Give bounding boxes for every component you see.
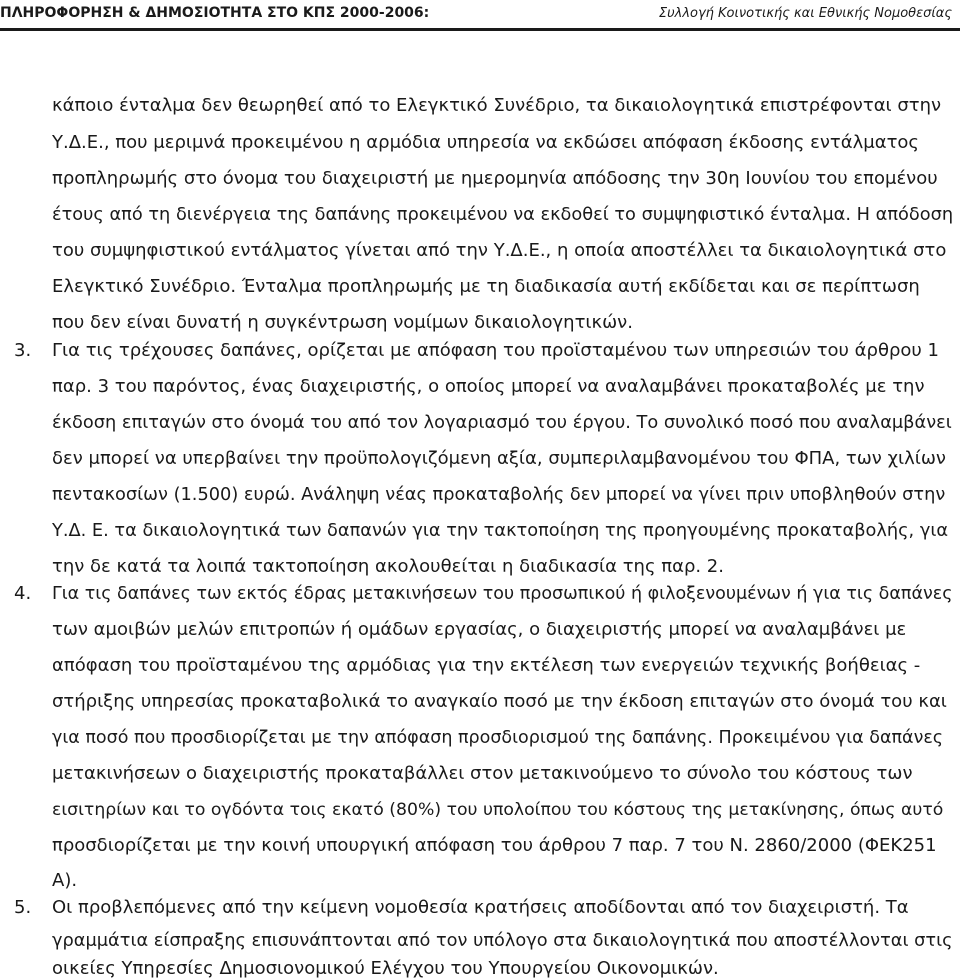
paragraph-number: 3.: [14, 340, 32, 361]
text-line: Για τις δαπάνες των εκτός έδρας μετακινήσεων του προσωπικού ή φιλοξενουμένων ή για τις δαπάνες: [52, 584, 953, 604]
text-line: παρ. 3 του παρόντος, ένας διαχειριστής, ο οποίος μπορεί να αναλαμβάνει προκαταβολές με την: [52, 376, 925, 397]
text-line: μετακινήσεων ο διαχειριστής προκαταβάλλει στον μετακινούμενο το σύνολο του κόστους των: [52, 763, 913, 784]
text-line: απόφαση του προϊσταμένου της αρμόδιας για την εκτέλεση των ενεργειών τεχνικής βοήθειας -: [52, 655, 921, 676]
text-line: εισιτηρίων και το ογδόντα τοις εκατό (80%) του υπολοίπου του κόστους της μετακίνησης, όπως αυτό: [52, 800, 944, 820]
text-line: Οι προβλεπόμενες από την κείμενη νομοθεσία κρατήσεις αποδίδονται από τον διαχειριστή. Τα: [52, 897, 909, 918]
header-left-title: ΠΛΗΡΟΦΟΡΗΣΗ & ΔΗΜΟΣΙΟΤΗΤΑ ΣΤΟ ΚΠΣ 2000-2006:: [0, 5, 430, 21]
text-line: δεν μπορεί να υπερβαίνει την προϋπολογιζόμενη αξία, συμπεριλαμβανομένου του ΦΠΑ, των χιλίων: [52, 448, 946, 469]
header-divider: [0, 28, 960, 31]
text-line: στήριξης υπηρεσίας προκαταβολικά το αναγκαίο ποσό με την έκδοση επιταγών στο όνομά του και: [52, 691, 947, 712]
text-line: κάποιο ένταλμα δεν θεωρηθεί από το Ελεγκτικό Συνέδριο, τα δικαιολογητικά επιστρέφονται στην: [52, 95, 942, 116]
text-line: οικείες Υπηρεσίες Δημοσιονομικού Ελέγχου του Υπουργείου Οικονομικών.: [52, 958, 719, 979]
paragraph-number: 5.: [14, 897, 32, 918]
text-line: Για τις τρέχουσες δαπάνες, ορίζεται με απόφαση του προϊσταμένου των υπηρεσιών του άρθρου 1: [52, 340, 940, 361]
text-line: γραμμάτια είσπραξης επισυνάπτονται από τον υπόλογο στα δικαιολογητικά που αποστέλλονται στις: [52, 931, 953, 951]
text-line: πεντακοσίων (1.500) ευρώ. Ανάληψη νέας προκαταβολής δεν μπορεί να γίνει πριν υποβληθούν στην: [52, 485, 946, 505]
text-line: Υ.Δ. Ε. τα δικαιολογητικά των δαπανών για την τακτοποίηση της προηγουμένης προκαταβολής, για: [52, 521, 949, 541]
header-right-title: Συλλογή Κοινοτικής και Εθνικής Νομοθεσίας: [658, 6, 952, 21]
text-line: έτους από τη διενέργεια της δαπάνης προκειμένου να εκδοθεί το συμψηφιστικό ένταλμα. Η απόδοση: [52, 205, 954, 225]
text-line: των αμοιβών μελών επιτροπών ή ομάδων εργασίας, ο διαχειριστής μπορεί να αναλαμβάνει με: [52, 619, 907, 640]
text-line: του συμψηφιστικού εντάλματος γίνεται από την Υ.Δ.Ε., η οποία αποστέλλει τα δικαιολογητικά στο: [52, 240, 947, 261]
text-line: την δε κατά τα λοιπά τακτοποίηση ακολουθείται η διαδικασία της παρ. 2.: [52, 556, 724, 577]
text-line: έκδοση επιταγών στο όνομά του από τον λογαριασμό του έργου. Το συνολικό ποσό που αναλαμβάνει: [52, 413, 952, 433]
text-line: Α).: [52, 870, 78, 891]
text-line: προσδιορίζεται με την κοινή υπουργική απόφαση του άρθρου 7 παρ. 7 του Ν. 2860/2000 (ΦΕΚ251: [52, 835, 937, 856]
paragraph-number: 4.: [14, 583, 32, 604]
text-line: προπληρωμής στο όνομα του διαχειριστή με ημερομηνία απόδοσης την 30η Ιουνίου του επομένου: [52, 168, 938, 189]
text-line: που δεν είναι δυνατή η συγκέντρωση νομίμων δικαιολογητικών.: [52, 312, 633, 333]
text-line: Υ.Δ.Ε., που μεριμνά προκειμένου η αρμόδια υπηρεσία να εκδώσει απόφαση έκδοσης εντάλματος: [52, 132, 919, 153]
text-line: Ελεγκτικό Συνέδριο. Ένταλμα προπληρωμής με τη διαδικασία αυτή εκδίδεται και σε περίπτωση: [52, 276, 920, 297]
page-header: [0, 0, 960, 38]
text-line: για ποσό που προσδιορίζεται με την απόφαση προσδιορισμού της δαπάνης. Προκειμένου για δαπάνες: [52, 728, 944, 748]
